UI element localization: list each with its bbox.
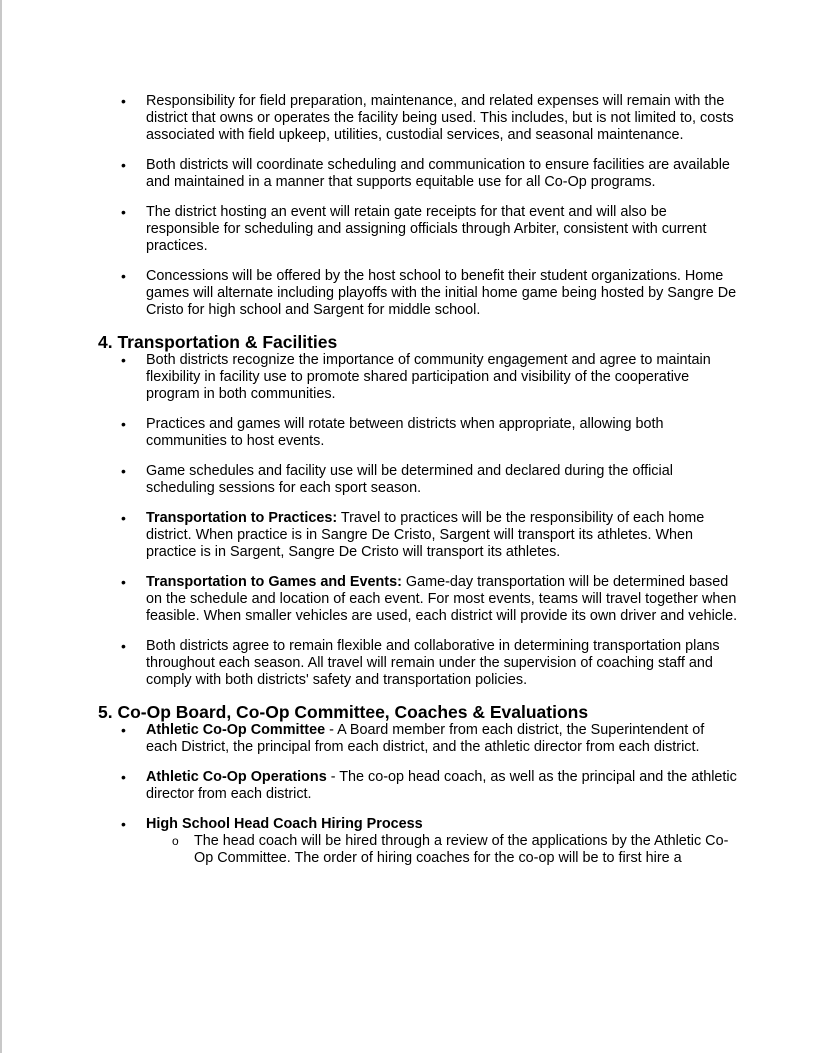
coop-bullet-list bbox=[98, 722, 738, 867]
list-item bbox=[98, 638, 738, 689]
intro-bullet-list bbox=[98, 93, 738, 319]
bullet-icon: • bbox=[121, 204, 126, 220]
bullet-icon: • bbox=[121, 463, 126, 479]
bullet-icon: • bbox=[121, 574, 126, 590]
section-heading-transportation-facilities: 4. Transportation & Facilities bbox=[98, 332, 338, 352]
bullet-icon: • bbox=[121, 93, 126, 109]
list-item bbox=[98, 816, 738, 867]
transportation-bullet-list bbox=[98, 352, 738, 689]
list-item-text: Responsibility for field preparation, maintenance, and related expenses will remain with the district that owns or operates the facility being used. This includes, but is not limited to, costs associated with field upkeep, utilities, custodial services, and seasonal maintenance. bbox=[146, 93, 734, 143]
list-item-text: Travel to practices will be the responsibility of each home district. When practice is in Sangre De Cristo, Sargent will transport its athletes. When practice is in Sargent, Sangre De Cristo will transport its athletes. bbox=[146, 510, 705, 560]
list-item bbox=[98, 204, 738, 255]
list-item bbox=[98, 157, 738, 191]
list-item-label: Transportation to Games and Events: bbox=[146, 574, 402, 590]
bullet-icon: • bbox=[121, 268, 126, 284]
sub-bullet-icon: o bbox=[172, 834, 179, 848]
bullet-icon: • bbox=[121, 416, 126, 432]
list-item-text: The district hosting an event will retain gate receipts for that event and will also be responsible for scheduling and assigning officials through Arbiter, consistent with current practices. bbox=[146, 204, 707, 254]
list-item bbox=[98, 352, 738, 403]
list-item-text: Game schedules and facility use will be determined and declared during the official scheduling sessions for each sport season. bbox=[146, 463, 673, 496]
list-item bbox=[98, 769, 738, 803]
bullet-icon: • bbox=[121, 352, 126, 368]
list-item-text: Both districts agree to remain flexible and collaborative in determining transportation plans throughout each season. All travel will remain under the supervision of coaching staff and comply with both districts' safety and transportation policies. bbox=[146, 638, 720, 688]
sub-list-item bbox=[146, 833, 738, 867]
list-item bbox=[98, 574, 738, 625]
bullet-icon: • bbox=[121, 510, 126, 526]
sub-list-item-text: The head coach will be hired through a review of the applications by the Athletic Co-Op Committee. The order of hiring coaches for the co-op will be to first hire a bbox=[194, 833, 729, 866]
list-item-label: High School Head Coach Hiring Process bbox=[146, 816, 423, 832]
list-item-label: Athletic Co-Op Committee bbox=[146, 722, 326, 738]
bullet-icon: • bbox=[121, 816, 126, 832]
document-content bbox=[98, 93, 738, 867]
sub-bullet-list bbox=[146, 833, 738, 867]
list-item-text: Game-day transportation will be determined based on the schedule and location of each event. For most events, teams will travel together when feasible. When smaller vehicles are used, each district will provide its own driver and vehicle. bbox=[146, 574, 738, 624]
list-item-text: Concessions will be offered by the host school to benefit their student organizations. Home games will alternate including playoffs with the initial home game being hosted by Sangre De Cristo for high school and Sargent for middle school. bbox=[146, 268, 737, 318]
section-heading-coop-board-committee: 5. Co-Op Board, Co-Op Committee, Coaches & Evaluations bbox=[98, 702, 589, 722]
list-item-label: Transportation to Practices: bbox=[146, 510, 338, 526]
list-item bbox=[98, 93, 738, 144]
list-item-text: Both districts will coordinate scheduling and communication to ensure facilities are available and maintained in a manner that supports equitable use for all Co-Op programs. bbox=[146, 157, 730, 190]
bullet-icon: • bbox=[121, 638, 126, 654]
list-item-text: - The co-op head coach, as well as the principal and the athletic director from each district. bbox=[146, 769, 737, 802]
list-item bbox=[98, 268, 738, 319]
list-item bbox=[98, 510, 738, 561]
list-item-text: Practices and games will rotate between districts when appropriate, allowing both communities to host events. bbox=[146, 416, 664, 449]
list-item-label: Athletic Co-Op Operations bbox=[146, 769, 327, 785]
list-item bbox=[98, 722, 738, 756]
list-item-text: Both districts recognize the importance of community engagement and agree to maintain flexibility in facility use to promote shared participation and visibility of the cooperative program in both communities. bbox=[146, 352, 711, 402]
list-item-text: - A Board member from each district, the Superintendent of each District, the principal from each district, and the athletic director from each district. bbox=[146, 722, 705, 755]
list-item bbox=[98, 463, 738, 497]
bullet-icon: • bbox=[121, 157, 126, 173]
list-item bbox=[98, 416, 738, 450]
bullet-icon: • bbox=[121, 722, 126, 738]
bullet-icon: • bbox=[121, 769, 126, 785]
